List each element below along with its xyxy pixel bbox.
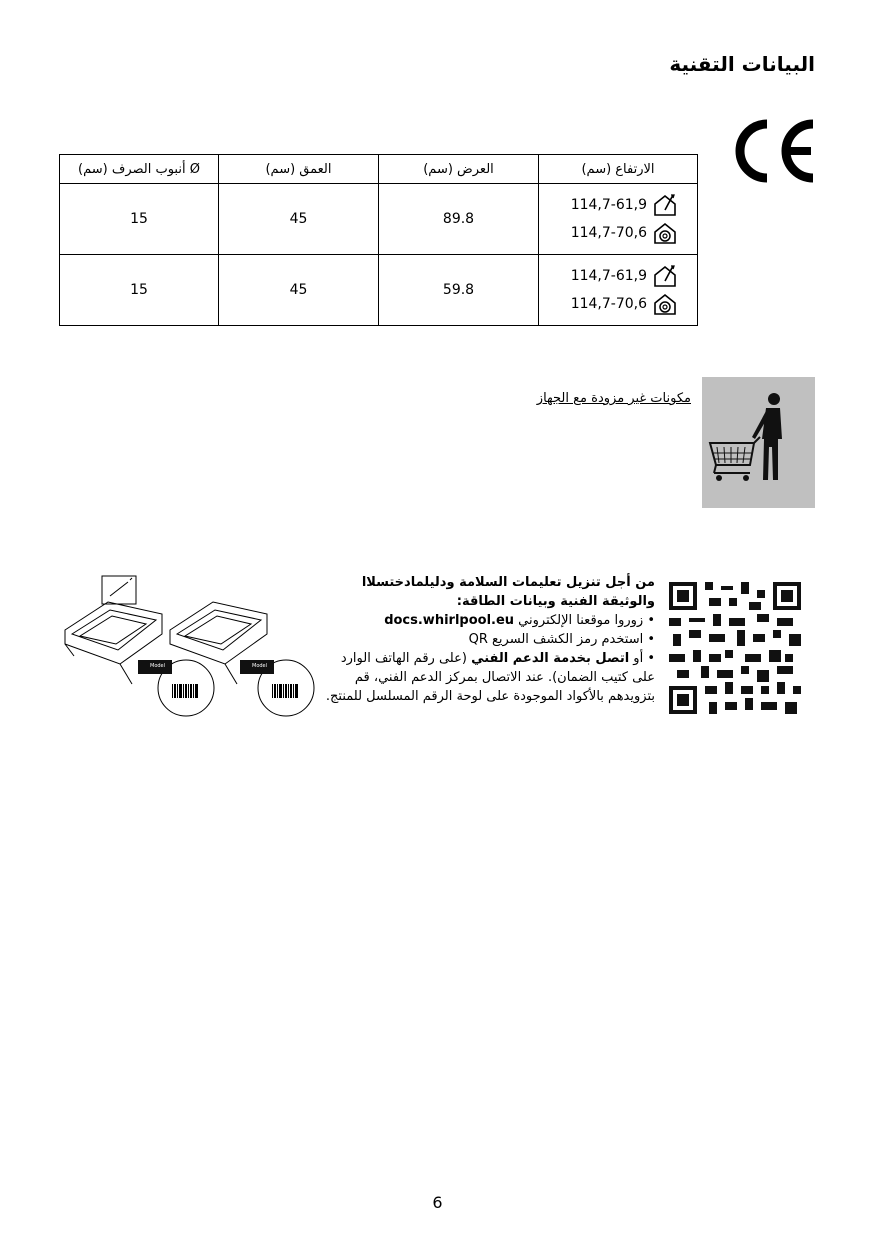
page-number: 6 — [432, 1193, 443, 1212]
table-row — [60, 255, 698, 326]
height-cell — [539, 184, 698, 255]
model-label-left: Model — [150, 663, 166, 669]
website-link[interactable]: docs.whirlpool.eu — [384, 613, 515, 628]
width-cell: 89.8 — [379, 184, 539, 255]
download-bullet-qr: • استخدم رمز الكشف السريع QR — [468, 632, 655, 647]
house-chimney-icon — [653, 194, 677, 216]
house-chimney-icon — [653, 265, 677, 287]
technical-data-table — [59, 154, 698, 326]
width-cell: 59.8 — [379, 255, 539, 326]
qr-code-icon — [669, 581, 801, 715]
hood-serial-label-illustration — [60, 572, 322, 720]
model-label-right: Model — [252, 663, 268, 669]
download-heading: من أجل تنزيل تعليمات السلامة ودليلمادختسلاا والوثيقة الفنية وبيانات الطاقة: — [361, 575, 655, 609]
header-height: الارتفاع (سم) — [539, 155, 698, 184]
duct-cell: 15 — [60, 255, 219, 326]
shopping-cart-person-icon — [702, 377, 815, 508]
depth-cell: 45 — [219, 184, 379, 255]
height-value: 114,7-70,6 — [570, 225, 647, 241]
height-value: 114,7-61,9 — [570, 268, 647, 284]
page-title: البيانات التقنية — [669, 52, 815, 76]
height-value: 114,7-61,9 — [570, 197, 647, 213]
download-bullet-support: • أو اتصل بخدمة الدعم الفني (على رقم الهاتف الوارد على كتيب الضمان). عند الاتصال بمركز الدعم الفني، قم بتزويدهم بالأكواد الموجودة على لوحة الرقم المسلسل للمنتج. — [325, 651, 655, 704]
height-cell — [539, 255, 698, 326]
header-width: العرض (سم) — [379, 155, 539, 184]
header-duct: Ø أنبوب الصرف (سم) — [60, 155, 219, 184]
header-depth: العمق (سم) — [219, 155, 379, 184]
download-instructions — [315, 573, 655, 706]
accessories-note: مكونات غير مزودة مع الجهاز — [536, 391, 691, 406]
depth-cell: 45 — [219, 255, 379, 326]
height-value: 114,7-70,6 — [570, 296, 647, 312]
duct-cell: 15 — [60, 184, 219, 255]
download-bullet-website: • زوروا موقعنا الإلكتروني docs.whirlpool.eu — [384, 613, 655, 628]
ce-mark-icon — [727, 118, 817, 184]
house-recirculation-icon — [653, 293, 677, 315]
house-recirculation-icon — [653, 222, 677, 244]
table-row — [60, 184, 698, 255]
